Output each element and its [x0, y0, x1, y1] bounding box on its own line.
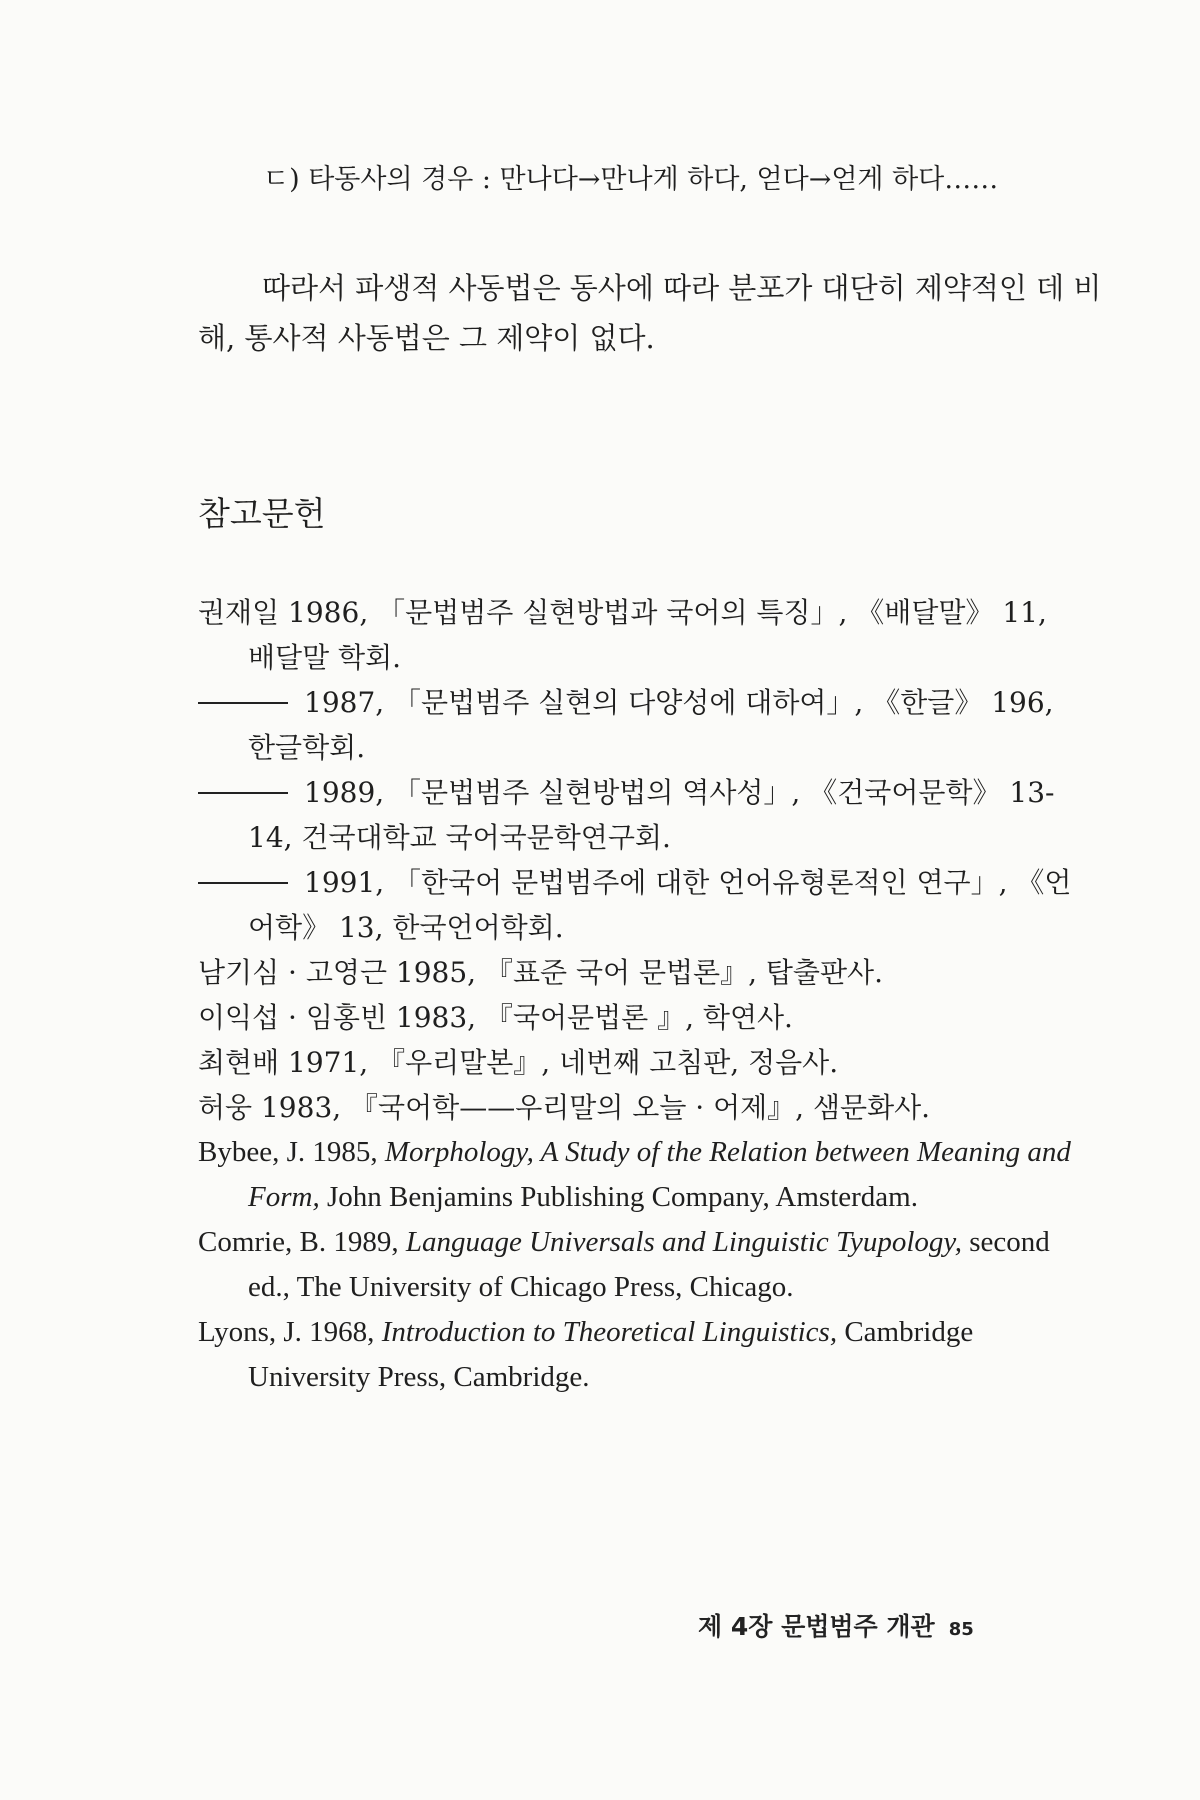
reference-text: 최현배 1971, 『우리말본』, 네번째 고침판, 정음사. [198, 1046, 839, 1079]
reference-item [198, 860, 1078, 950]
page-footer [698, 1610, 974, 1647]
reference-item [198, 770, 1078, 860]
reference-text: 허웅 1983, 『국어학——우리말의 오늘 · 어제』, 샘문화사. [198, 1091, 931, 1124]
reference-item [198, 680, 1078, 770]
reference-title: Morphology, A Study of the Relation between Meaning and Form, [248, 1136, 1071, 1213]
reference-text: 1989, 「문법범주 실현방법의 역사성」, 《건국어문학》 13-14, 건국대학교 국어국문학연구회. [248, 776, 1055, 854]
repeat-author-dash [198, 792, 288, 794]
reference-item [198, 1040, 1078, 1085]
references-heading: 참고문헌 [198, 494, 326, 533]
reference-text: 1986, 「문법범주 실현방법과 국어의 특징」, 《배달말》 11, 배달말 학회. [248, 596, 1047, 674]
reference-prefix: Bybee, J. 1985, [198, 1136, 385, 1168]
reference-item [198, 1220, 1078, 1310]
reference-text: 1991, 「한국어 문법범주에 대한 언어유형론적인 연구」, 《언어학》 13, 한국언어학회. [248, 866, 1072, 944]
reference-item [198, 1085, 1078, 1130]
reference-item [198, 995, 1078, 1040]
reference-text: 1987, 「문법범주 실현의 다양성에 대하여」, 《한글》 196, 한글학회. [248, 686, 1054, 764]
reference-item [198, 590, 1078, 680]
paragraph-line-2: 해, 통사적 사동법은 그 제약이 없다. [198, 321, 655, 355]
reference-suffix: second ed., The University of Chicago Press, Chicago. [248, 1226, 1050, 1303]
reference-text: 남기심 · 고영근 1985, 『표준 국어 문법론』, 탑출판사. [198, 956, 883, 989]
repeat-author-dash [198, 882, 288, 884]
page-number: 85 [948, 1619, 974, 1640]
reference-text: 이익섭 · 임홍빈 1983, 『국어문법론 』, 학연사. [198, 1001, 793, 1034]
reference-title: Introduction to Theoretical Linguistics, [381, 1316, 838, 1348]
footer-chapter: 제 4장 문법범주 개관 [698, 1612, 935, 1641]
reference-item [198, 950, 1078, 995]
reference-item [198, 1310, 1078, 1400]
reference-suffix: John Benjamins Publishing Company, Amsterdam. [319, 1181, 918, 1213]
reference-suffix: Cambridge University Press, Cambridge. [248, 1316, 974, 1393]
example-line: ㄷ) 타동사의 경우 : 만나다→만나게 하다, 얻다→얻게 하다…… [263, 164, 999, 195]
repeat-author-dash [198, 702, 288, 704]
reference-item [198, 1130, 1078, 1220]
paragraph-line-1: 따라서 파생적 사동법은 동사에 따라 분포가 대단히 제약적인 데 비 [262, 271, 1102, 305]
reference-list [198, 590, 1078, 1400]
reference-prefix: Comrie, B. 1989, [198, 1226, 406, 1258]
reference-author: 권재일 [198, 596, 280, 629]
reference-title: Language Universals and Linguistic Tyupology, [405, 1226, 962, 1258]
reference-prefix: Lyons, J. 1968, [198, 1316, 382, 1348]
